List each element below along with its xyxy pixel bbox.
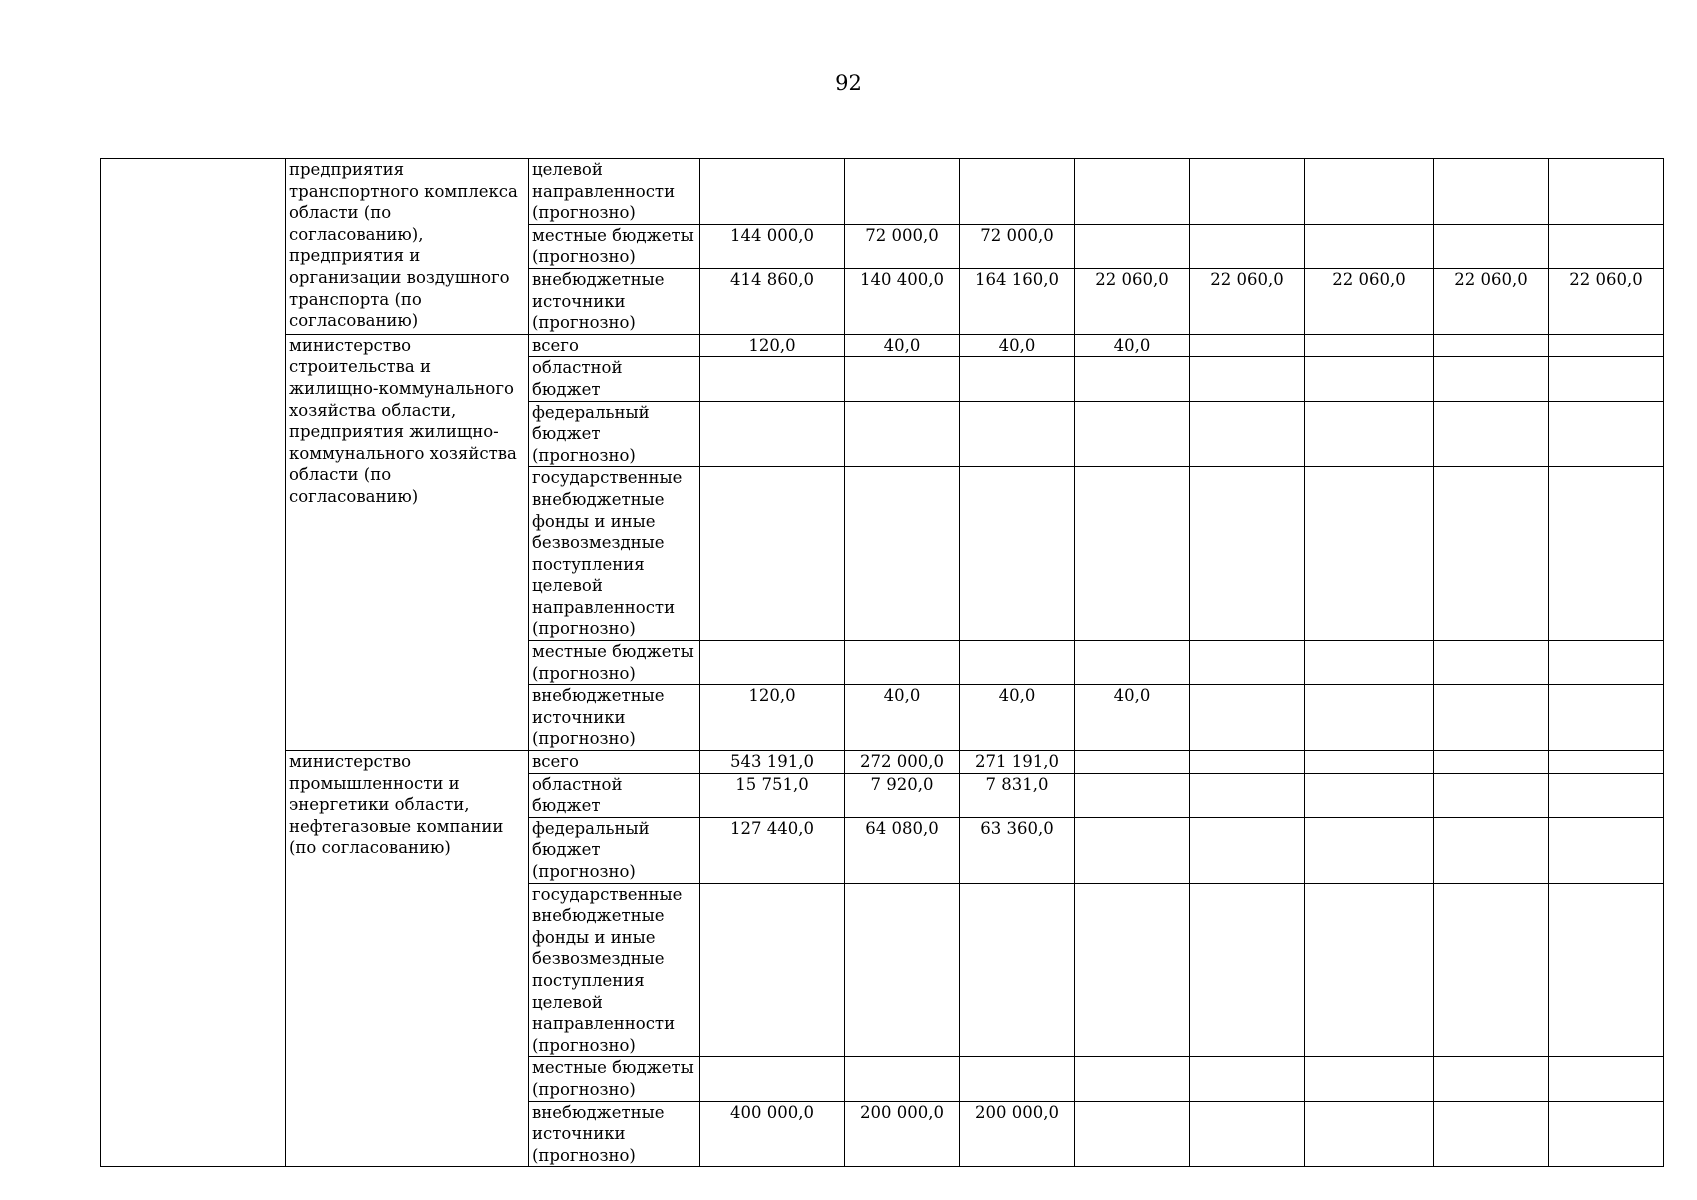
value-cell	[1434, 641, 1549, 685]
value-cell	[1190, 334, 1305, 357]
value-cell: 120,0	[700, 334, 845, 357]
value-cell	[1434, 159, 1549, 225]
value-cell	[700, 883, 845, 1057]
value-cell	[1190, 641, 1305, 685]
value-cell	[960, 357, 1075, 401]
funding-source-label: внебюджетные источники (прогнозно)	[529, 1101, 700, 1167]
value-cell: 140 400,0	[845, 268, 960, 334]
value-cell: 22 060,0	[1305, 268, 1434, 334]
funding-source-label: федеральный бюджет (прогнозно)	[529, 817, 700, 883]
funding-source-label: внебюджетные источники (прогнозно)	[529, 685, 700, 751]
value-cell: 22 060,0	[1190, 268, 1305, 334]
value-cell: 72 000,0	[845, 224, 960, 268]
value-cell	[1434, 334, 1549, 357]
value-cell	[1434, 773, 1549, 817]
value-cell: 40,0	[845, 685, 960, 751]
funding-source-label: местные бюджеты (прогнозно)	[529, 224, 700, 268]
value-cell	[1434, 1057, 1549, 1101]
value-cell	[1305, 334, 1434, 357]
value-cell: 164 160,0	[960, 268, 1075, 334]
value-cell	[1434, 401, 1549, 467]
value-cell: 7 920,0	[845, 773, 960, 817]
funding-source-label: всего	[529, 751, 700, 774]
value-cell	[1190, 224, 1305, 268]
value-cell	[1190, 751, 1305, 774]
table-row	[101, 334, 1664, 357]
value-cell	[700, 357, 845, 401]
measure-cell	[101, 159, 286, 1167]
value-cell: 40,0	[1075, 334, 1190, 357]
value-cell: 22 060,0	[1075, 268, 1190, 334]
value-cell	[1549, 334, 1664, 357]
value-cell	[1434, 685, 1549, 751]
value-cell	[1305, 817, 1434, 883]
value-cell	[1434, 1101, 1549, 1167]
value-cell	[1075, 401, 1190, 467]
value-cell	[1190, 773, 1305, 817]
value-cell	[1305, 1101, 1434, 1167]
value-cell: 64 080,0	[845, 817, 960, 883]
value-cell	[845, 401, 960, 467]
value-cell	[1549, 401, 1664, 467]
value-cell	[1305, 357, 1434, 401]
value-cell	[1075, 159, 1190, 225]
value-cell	[845, 357, 960, 401]
value-cell	[845, 159, 960, 225]
value-cell	[1549, 817, 1664, 883]
value-cell	[1190, 401, 1305, 467]
value-cell: 200 000,0	[960, 1101, 1075, 1167]
value-cell	[1075, 1057, 1190, 1101]
value-cell	[1305, 751, 1434, 774]
value-cell	[1190, 1057, 1305, 1101]
value-cell	[1305, 641, 1434, 685]
value-cell	[1549, 467, 1664, 641]
value-cell	[700, 159, 845, 225]
value-cell	[960, 641, 1075, 685]
value-cell	[1075, 773, 1190, 817]
value-cell	[1434, 751, 1549, 774]
value-cell: 144 000,0	[700, 224, 845, 268]
value-cell: 40,0	[1075, 685, 1190, 751]
value-cell	[1190, 159, 1305, 225]
value-cell	[1190, 685, 1305, 751]
value-cell	[1549, 641, 1664, 685]
table-row	[101, 751, 1664, 774]
value-cell: 40,0	[845, 334, 960, 357]
value-cell	[1075, 1101, 1190, 1167]
value-cell	[1549, 1101, 1664, 1167]
value-cell: 15 751,0	[700, 773, 845, 817]
value-cell	[1434, 817, 1549, 883]
value-cell	[845, 883, 960, 1057]
funding-source-label: местные бюджеты (прогнозно)	[529, 641, 700, 685]
value-cell	[1075, 641, 1190, 685]
funding-source-label: областной бюджет	[529, 357, 700, 401]
executor-cell: предприятия транспортного комплекса области (по согласованию), предприятия и организации воздушного транспорта (по согласованию)	[286, 159, 529, 335]
value-cell	[1075, 751, 1190, 774]
value-cell	[1549, 1057, 1664, 1101]
value-cell	[1190, 467, 1305, 641]
value-cell	[1190, 817, 1305, 883]
funding-source-label: внебюджетные источники (прогнозно)	[529, 268, 700, 334]
value-cell	[1190, 357, 1305, 401]
value-cell	[1075, 817, 1190, 883]
value-cell	[700, 1057, 845, 1101]
value-cell	[1434, 467, 1549, 641]
value-cell: 22 060,0	[1434, 268, 1549, 334]
value-cell	[1549, 357, 1664, 401]
value-cell	[1549, 883, 1664, 1057]
value-cell	[1434, 883, 1549, 1057]
value-cell	[1305, 773, 1434, 817]
value-cell	[700, 467, 845, 641]
budget-table	[100, 158, 1664, 1167]
value-cell	[1305, 467, 1434, 641]
value-cell	[1075, 224, 1190, 268]
value-cell	[1305, 685, 1434, 751]
page-number: 92	[835, 71, 862, 95]
funding-source-label: федеральный бюджет (прогнозно)	[529, 401, 700, 467]
value-cell	[1190, 1101, 1305, 1167]
value-cell	[1075, 467, 1190, 641]
value-cell: 414 860,0	[700, 268, 845, 334]
value-cell	[845, 467, 960, 641]
value-cell: 400 000,0	[700, 1101, 845, 1167]
value-cell	[700, 641, 845, 685]
table-row	[101, 159, 1664, 225]
funding-source-label: государственные внебюджетные фонды и иные безвозмездные поступления целевой направленности (прогнозно)	[529, 467, 700, 641]
value-cell: 22 060,0	[1549, 268, 1664, 334]
value-cell	[960, 467, 1075, 641]
funding-source-label: всего	[529, 334, 700, 357]
value-cell	[1549, 773, 1664, 817]
value-cell: 7 831,0	[960, 773, 1075, 817]
value-cell	[700, 401, 845, 467]
value-cell	[1075, 883, 1190, 1057]
value-cell	[960, 1057, 1075, 1101]
value-cell	[1305, 224, 1434, 268]
value-cell	[1305, 1057, 1434, 1101]
value-cell	[1075, 357, 1190, 401]
value-cell: 127 440,0	[700, 817, 845, 883]
value-cell: 63 360,0	[960, 817, 1075, 883]
funding-source-label: местные бюджеты (прогнозно)	[529, 1057, 700, 1101]
value-cell: 271 191,0	[960, 751, 1075, 774]
value-cell: 272 000,0	[845, 751, 960, 774]
value-cell	[960, 883, 1075, 1057]
value-cell: 40,0	[960, 334, 1075, 357]
funding-source-label: государственные внебюджетные фонды и иные безвозмездные поступления целевой направленности (прогнозно)	[529, 883, 700, 1057]
value-cell: 200 000,0	[845, 1101, 960, 1167]
funding-source-label: областной бюджет	[529, 773, 700, 817]
value-cell	[960, 159, 1075, 225]
value-cell	[845, 1057, 960, 1101]
value-cell	[1434, 224, 1549, 268]
value-cell	[1305, 159, 1434, 225]
value-cell	[1549, 159, 1664, 225]
value-cell	[1434, 357, 1549, 401]
value-cell: 120,0	[700, 685, 845, 751]
value-cell	[1190, 883, 1305, 1057]
funding-source-label: целевой направленности (прогнозно)	[529, 159, 700, 225]
value-cell	[1305, 401, 1434, 467]
value-cell	[1549, 751, 1664, 774]
executor-cell: министерство строительства и жилищно-коммунального хозяйства области, предприятия жилищно-коммунального хозяйства области (по согласованию)	[286, 334, 529, 750]
value-cell: 72 000,0	[960, 224, 1075, 268]
value-cell	[845, 641, 960, 685]
executor-cell: министерство промышленности и энергетики области, нефтегазовые компании (по согласованию)	[286, 751, 529, 1167]
value-cell	[1305, 883, 1434, 1057]
value-cell	[1549, 685, 1664, 751]
value-cell: 40,0	[960, 685, 1075, 751]
value-cell	[1549, 224, 1664, 268]
value-cell: 543 191,0	[700, 751, 845, 774]
value-cell	[960, 401, 1075, 467]
